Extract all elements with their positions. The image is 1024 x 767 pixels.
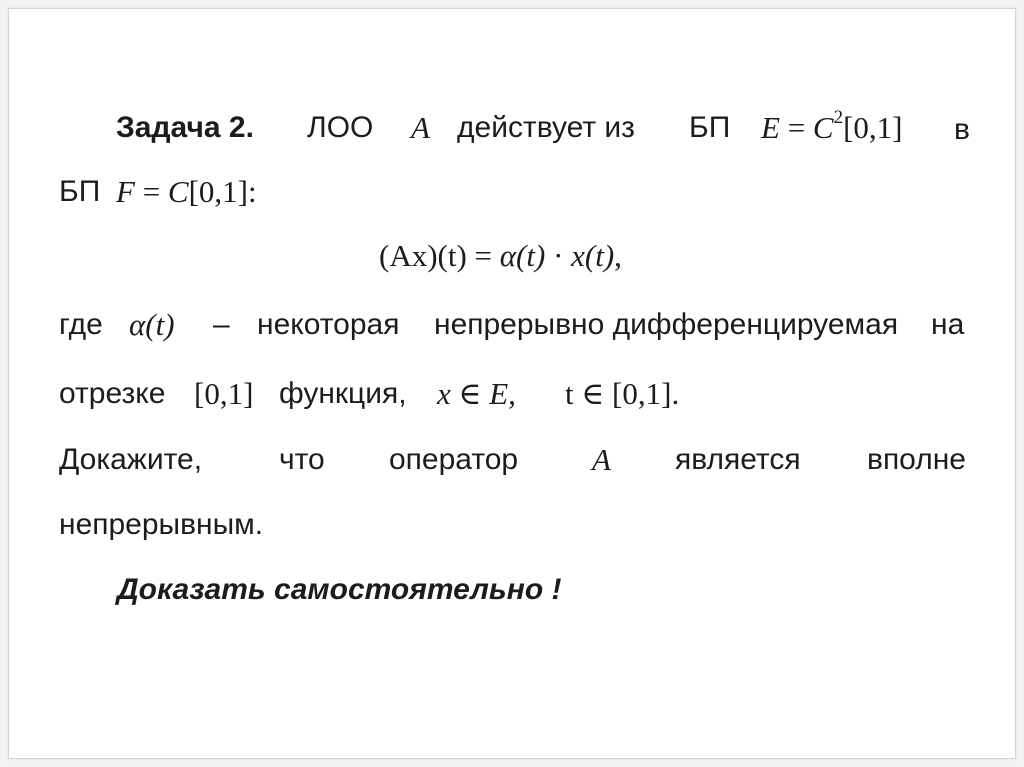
is-word: является — [675, 443, 801, 476]
slide — [8, 8, 1016, 759]
into-word: в — [954, 113, 970, 146]
x-in-E: x ∈ E, — [437, 376, 516, 411]
operator-word: оператор — [389, 443, 519, 476]
operator-symbol: A — [411, 110, 430, 145]
self-proof-note: Доказать самостоятельно ! — [117, 573, 562, 606]
where-word: где — [59, 308, 103, 341]
function-word: функция, — [279, 377, 407, 410]
operator-abbr: ЛОО — [307, 111, 374, 144]
operator-formula: (Ax)(t) = α(t) · x(t), — [379, 238, 622, 273]
acts-from-text: действует из — [457, 111, 635, 144]
problem-title: Задача 2. — [116, 111, 254, 144]
space-F-definition: F = C[0,1]: — [116, 174, 257, 209]
alpha-function: α(t) — [129, 307, 175, 342]
continuous-word: непрерывным. — [59, 508, 264, 541]
space-E-definition: $E = C^2[0,1]$ — [761, 107, 903, 145]
that-word: что — [279, 443, 325, 476]
t-in-interval: t ∈ [0,1]. — [565, 376, 680, 411]
segment-interval: [0,1] — [194, 376, 254, 411]
operator-A: A — [592, 442, 611, 477]
segment-word: отрезке — [59, 377, 166, 410]
prove-word: Докажите, — [59, 443, 203, 476]
some-word: некоторая — [257, 308, 400, 341]
fully-word: вполне — [867, 443, 966, 476]
banach-space-label-2: БП — [59, 175, 101, 208]
on-word: на — [931, 308, 965, 341]
dash: – — [213, 308, 230, 341]
banach-space-label-1: БП — [689, 111, 731, 144]
differentiable-text: непрерывно дифференцируемая — [434, 308, 899, 341]
